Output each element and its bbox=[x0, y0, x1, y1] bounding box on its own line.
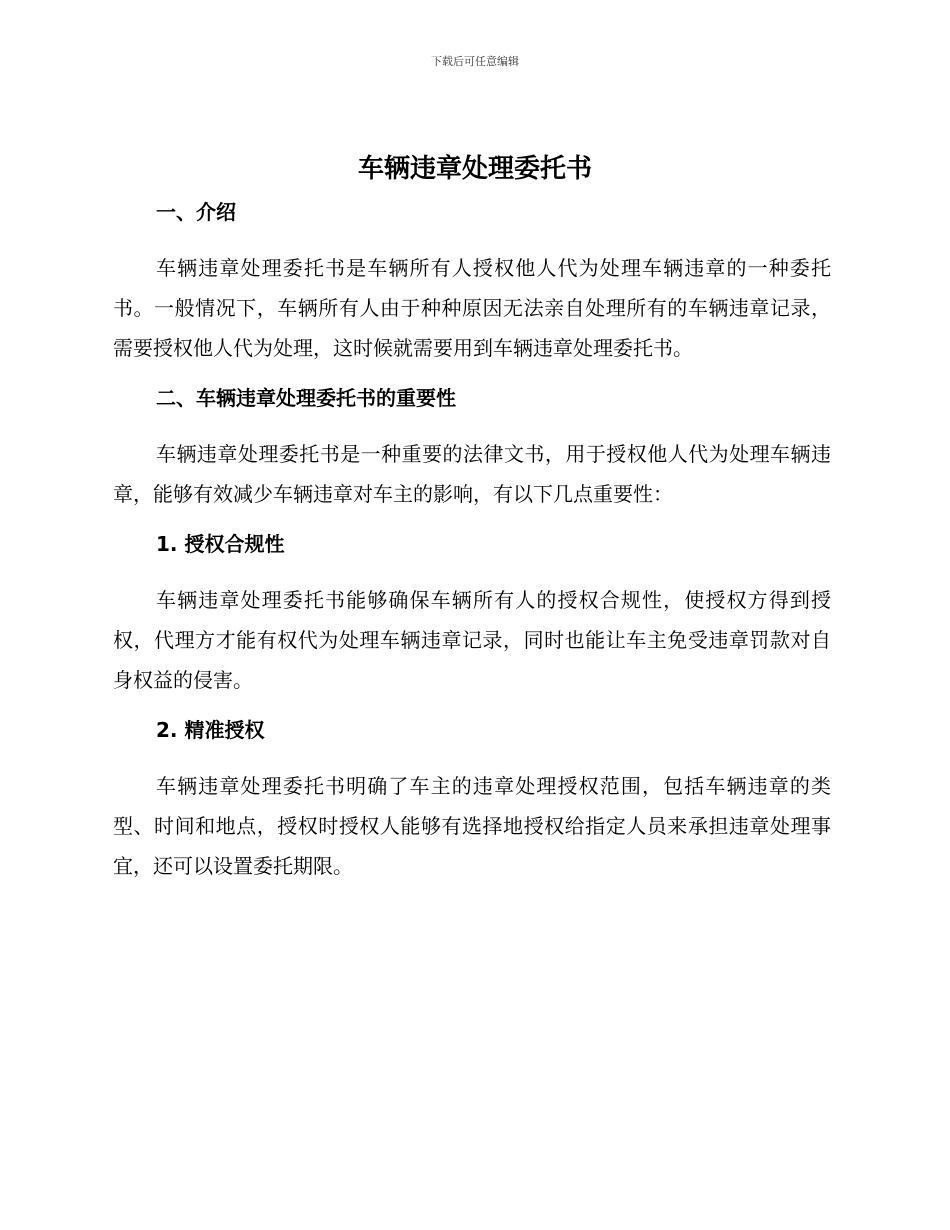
section-heading-introduction: 一、介绍 bbox=[156, 200, 236, 224]
section-heading-precise-authorization: 2. 精准授权 bbox=[156, 718, 265, 742]
section-paragraph-introduction: 车辆违章处理委托书是车辆所有人授权他人代为处理车辆违章的一种委托书。一般情况下，车辆所有人由于种种原因无法亲自处理所有的车辆违章记录，需要授权他人代为处理，这时候就需要用到车辆违章处理委托书。 bbox=[113, 256, 831, 360]
section-paragraph-precise-authorization: 车辆违章处理委托书明确了车主的违章处理授权范围，包括车辆违章的类型、时间和地点，授权时授权人能够有选择地授权给指定人员来承担违章处理事宜，还可以设置委托期限。 bbox=[113, 774, 831, 878]
document-body bbox=[113, 196, 831, 886]
section-paragraph-compliance: 车辆违章处理委托书能够确保车辆所有人的授权合规性，使授权方得到授权，代理方才能有权代为处理车辆违章记录，同时也能让车主免受违章罚款对自身权益的侵害。 bbox=[113, 588, 831, 692]
document-title: 车辆违章处理委托书 bbox=[357, 154, 592, 184]
page-header: 下载后可任意编辑 bbox=[431, 55, 519, 68]
section-paragraph-importance: 车辆违章处理委托书是一种重要的法律文书，用于授权他人代为处理车辆违章，能够有效减少车辆违章对车主的影响，有以下几点重要性： bbox=[113, 442, 831, 506]
section-heading-importance: 二、车辆违章处理委托书的重要性 bbox=[156, 386, 456, 410]
section-heading-compliance: 1. 授权合规性 bbox=[156, 532, 285, 556]
